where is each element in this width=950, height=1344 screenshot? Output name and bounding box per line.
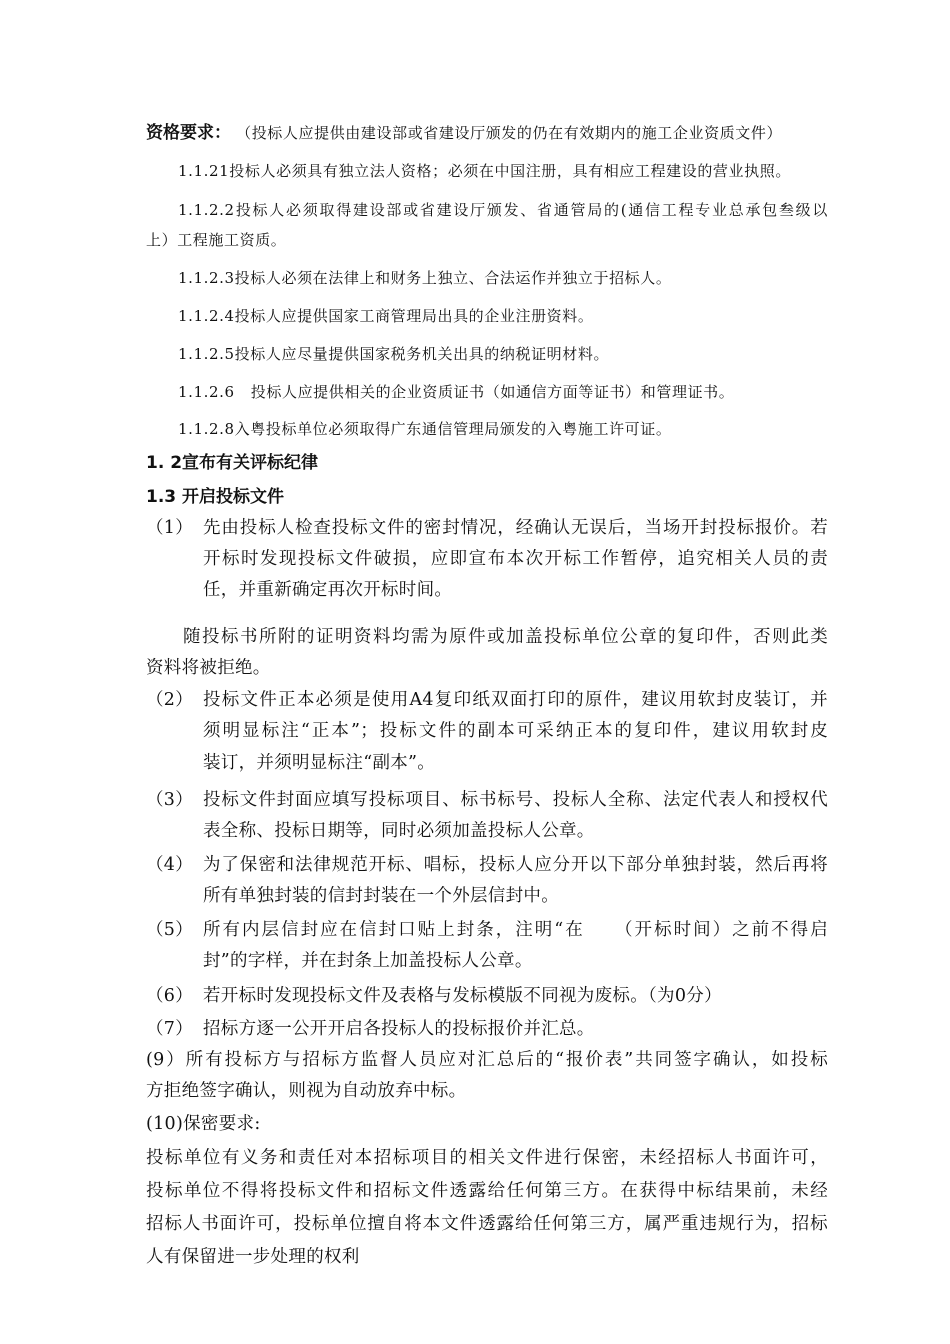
qualification-item-2-cont: 上）工程施工资质。 [146,231,287,249]
item-10-line-2: 投标单位不得将投标文件和招标文件透露给任何第三方。在获得中标结果前，未经 [146,1181,828,1201]
item-5-number: （5） [146,920,194,940]
item-10-line-1: 投标单位有义务和责任对本招标项目的相关文件进行保密，未经招标人书面许可， [146,1148,828,1168]
item-3-line-1: 投标文件封面应填写投标项目、标书标号、投标人全称、法定代表人和授权代 [203,790,828,810]
item-6-number: （6） [146,986,194,1006]
qualification-item-8: 1.1.2.8入粤投标单位必须取得广东通信管理局颁发的入粤施工许可证。 [178,420,672,438]
qualification-item-5: 1.1.2.5投标人应尽量提供国家税务机关出具的纳税证明材料。 [178,345,610,363]
item-4-line-1: 为了保密和法律规范开标、唱标，投标人应分开以下部分单独封装，然后再将 [203,855,828,875]
item-10-heading: (10)保密要求: [146,1114,261,1134]
qualification-item-6: 1.1.2.6 投标人应提供相关的企业资质证书（如通信方面等证书）和管理证书。 [178,383,735,401]
item-9-line-2: 方拒绝签字确认，则视为自动放弃中标。 [146,1081,467,1101]
item-9-line-1: (9）所有投标方与招标方监督人员应对汇总后的“报价表”共同签字确认，如投标 [146,1050,828,1070]
item-6-text: 若开标时发现投标文件及表格与发标模版不同视为废标。（为0分） [203,986,722,1006]
item-2-line-3: 装订，并须明显标注“副本”。 [203,753,436,773]
item-1-line-2: 开标时发现投标文件破损，应即宣布本次开标工作暂停，追究相关人员的责 [203,549,828,569]
item-3-line-2: 表全称、投标日期等，同时必须加盖投标人公章。 [203,821,595,841]
qualification-note: （投标人应提供由建设部或省建设厅颁发的仍在有效期内的施工企业资质文件） [236,124,783,142]
item-5-line-1: 所有内层信封应在信封口贴上封条，注明“在 （开标时间）之前不得启 [203,920,828,940]
qualification-item-2: 1.1.2.2投标人必须取得建设部或省建设厅颁发、省通管局的(通信工程专业总承包叁级以 [178,201,828,219]
item-7-text: 招标方逐一公开开启各投标人的投标报价并汇总。 [203,1019,595,1039]
item-10-line-4: 人有保留进一步处理的权利 [146,1247,360,1267]
qualification-item-3: 1.1.2.3投标人必须在法律上和财务上独立、合法运作并独立于招标人。 [178,269,672,287]
item-1-number: （1） [146,518,194,538]
item-4-line-2: 所有单独封装的信封封装在一个外层信封中。 [203,886,559,906]
qualification-item-4: 1.1.2.4投标人应提供国家工商管理局出具的企业注册资料。 [178,307,594,325]
note-line-2: 资料将被拒绝。 [146,658,271,678]
section-1-2-title: 1. 2宣布有关评标纪律 [146,453,319,473]
qualification-heading-line [146,118,782,143]
item-7-number: （7） [146,1019,194,1039]
item-2-line-2: 须明显标注“正本”；投标文件的副本可采纳正本的复印件，建议用软封皮 [203,721,828,741]
note-line-1: 随投标书所附的证明资料均需为原件或加盖投标单位公章的复印件，否则此类 [183,627,828,647]
item-2-number: （2） [146,690,194,710]
item-1-line-1: 先由投标人检查投标文件的密封情况，经确认无误后，当场开封投标报价。若 [203,518,828,538]
item-2-line-1: 投标文件正本必须是使用A4复印纸双面打印的原件，建议用软封皮装订，并 [203,690,828,710]
item-4-number: （4） [146,855,194,875]
item-10-line-3: 招标人书面许可，投标单位擅自将本文件透露给任何第三方，属严重违规行为，招标 [146,1214,828,1234]
section-1-3-title: 1.3 开启投标文件 [146,487,285,507]
item-1-line-3: 任，并重新确定再次开标时间。 [203,580,453,600]
item-3-number: （3） [146,790,194,810]
item-5-line-2: 封”的字样，并在封条上加盖投标人公章。 [203,951,533,971]
qualification-heading: 资格要求： [146,123,231,143]
qualification-item-1: 1.1.21投标人必须具有独立法人资格；必须在中国注册，具有相应工程建设的营业执照。 [178,162,791,180]
